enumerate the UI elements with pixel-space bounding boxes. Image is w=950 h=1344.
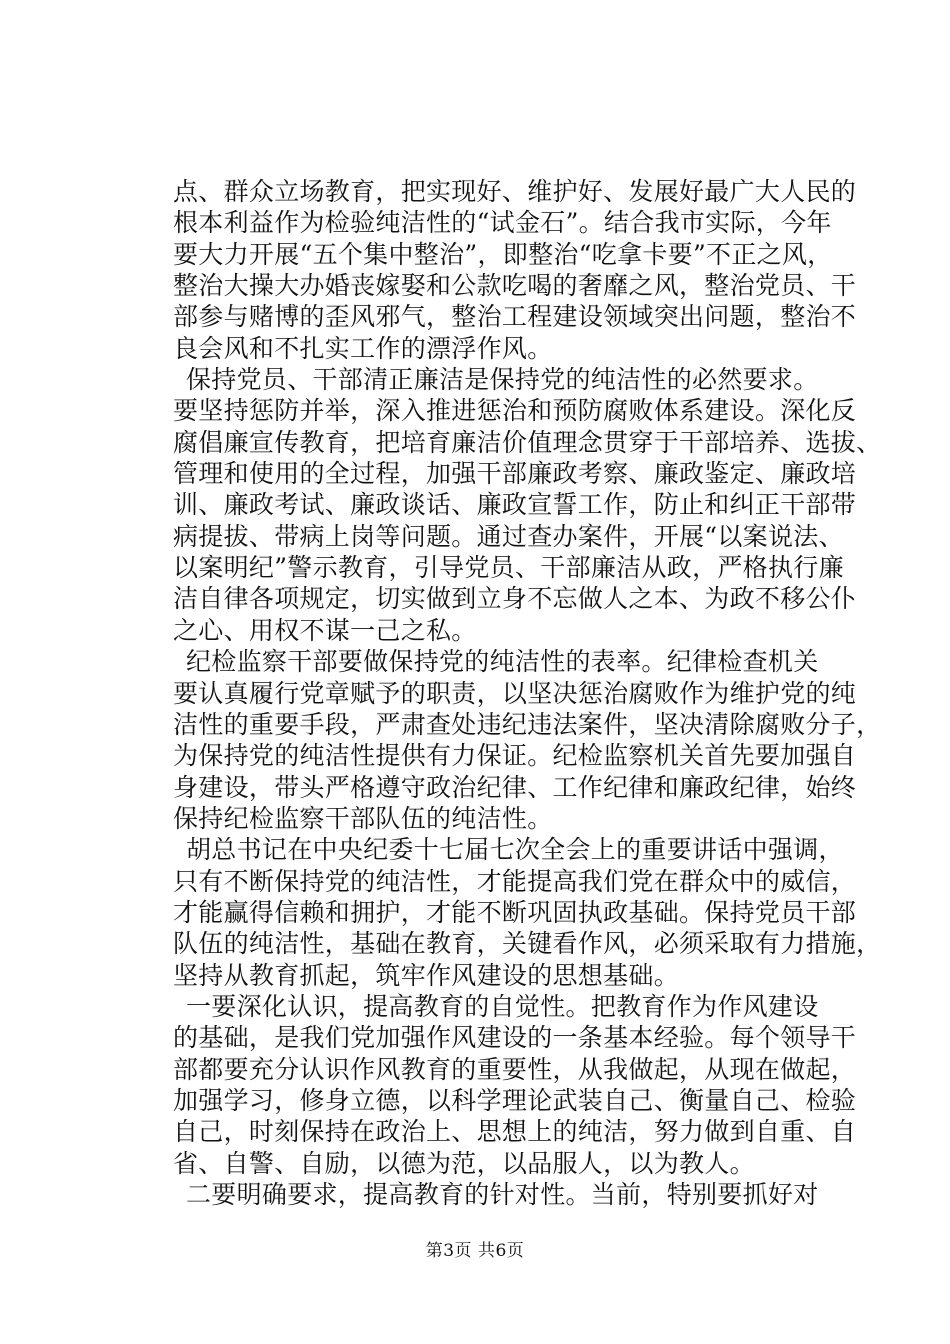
text-line: 之心、用权不谋一己之私。 [173,615,477,645]
text-line: 以案明纪”警示教育，引导党员、干部廉洁从政，严格执行廉 [173,553,844,583]
text-line: 部参与赌博的歪风邪气，整治工程建设领域突出问题，整治不 [173,302,857,332]
text-line: 二要明确要求，提高教育的针对性。当前，特别要抓好对 [186,1180,819,1209]
text-line: 腐倡廉宣传教育，把培育廉洁价值理念贯穿于干部培养、选拔、 [173,427,882,457]
text-line: 才能赢得信赖和拥护，才能不断巩固执政基础。保持党员干部 [173,897,857,927]
text-line: 病提拔、带病上岗等问题。通过查办案件，开展“以案说法、 [173,521,844,551]
text-line: 胡总书记在中央纪委十七届七次全会上的重要讲话中强调， [186,835,844,865]
text-line: 一要深化认识，提高教育的自觉性。把教育作为作风建设 [186,991,819,1021]
text-line: 保持党员、干部清正廉洁是保持党的纯洁性的必然要求。 [186,365,819,395]
text-line: 保持纪检监察干部队伍的纯洁性。 [173,803,553,833]
text-line: 只有不断保持党的纯洁性，才能提高我们党在群众中的威信， [173,866,857,896]
text-line: 部都要充分认识作风教育的重要性，从我做起，从现在做起， [173,1054,857,1084]
text-line: 队伍的纯洁性，基础在教育，关键看作风，必须采取有力措施， [173,929,882,959]
text-line: 良会风和不扎实工作的漂浮作风。 [173,333,553,363]
text-line: 为保持党的纯洁性提供有力保证。纪检监察机关首先要加强自 [173,741,857,771]
text-line: 加强学习，修身立德，以科学理论武装自己、衡量自己、检验 [173,1085,857,1115]
text-line: 整治大操大办婚丧嫁娶和公款吃喝的奢靡之风，整治党员、干 [173,271,857,301]
text-line: 训、廉政考试、廉政谈话、廉政宣誓工作，防止和纠正干部带 [173,490,857,520]
text-line: 要大力开展“五个集中整治”，即整治“吃拿卡要”不正之风， [173,239,833,269]
text-line: 洁自律各项规定，切实做到立身不忘做人之本、为政不移公仆 [173,584,857,614]
text-line: 点、群众立场教育，把实现好、维护好、发展好最广大人民的 [173,177,857,206]
text-line: 自己，时刻保持在政治上、思想上的纯洁，努力做到自重、自 [173,1117,857,1147]
text-line: 纪检监察干部要做保持党的纯洁性的表率。纪律检查机关 [186,647,819,677]
text-line: 坚持从教育抓起，筑牢作风建设的思想基础。 [173,960,680,990]
page-number-footer: 第3页 共6页 [425,1241,525,1261]
text-line: 身建设，带头严格遵守政治纪律、工作纪律和廉政纪律，始终 [173,772,857,802]
text-line: 管理和使用的全过程，加强干部廉政考察、廉政鉴定、廉政培 [173,459,857,489]
text-line: 洁性的重要手段，严肃查处违纪违法案件，坚决清除腐败分子， [173,709,882,739]
text-line: 的基础，是我们党加强作风建设的一条基本经验。每个领导干 [173,1023,857,1053]
text-line: 省、自警、自励，以德为范，以品服人，以为教人。 [173,1148,755,1178]
body-text [173,176,882,1210]
text-line: 要认真履行党章赋予的职责，以坚决惩治腐败作为维护党的纯 [173,678,857,708]
text-line: 要坚持惩防并举，深入推进惩治和预防腐败体系建设。深化反 [173,396,857,426]
text-line: 根本利益作为检验纯洁性的“试金石”。结合我市实际，今年 [173,208,832,238]
